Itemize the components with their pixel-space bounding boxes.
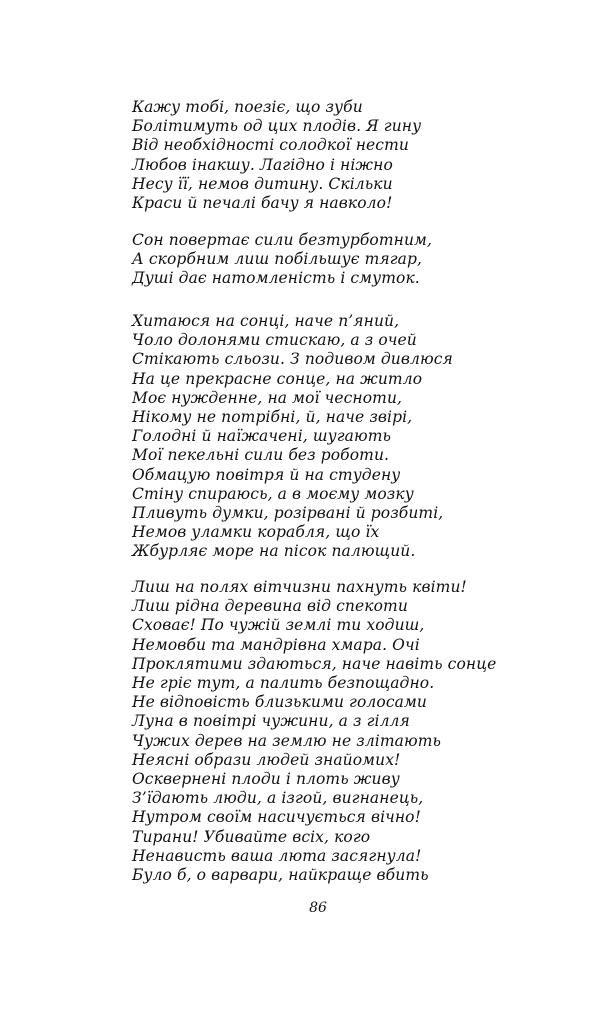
poem-line: Немовби та мандрівна хмара. Очі <box>132 635 420 654</box>
poem-line: Обмацую повітря й на студену <box>132 465 401 484</box>
poem-line: Голодні й наїжачені, шугають <box>132 427 392 446</box>
poem-line: Нікому не потрібні, й, наче звірі, <box>132 408 413 427</box>
poem-line: Моє нужденне, на мої чесноти, <box>132 388 403 407</box>
poem-line: Жбурляє море на пісок палющий. <box>132 542 416 561</box>
stanza <box>132 231 432 289</box>
poem-line: Душі дає натомленість і смуток. <box>132 269 420 288</box>
page-number: 86 <box>309 900 327 916</box>
poem-line: Болітимуть од цих плодів. Я гину <box>132 117 422 136</box>
poem-line: Чужих дерев на землю не злітають <box>132 731 442 750</box>
poem-line: Мої пекельні сили без роботи. <box>132 446 390 465</box>
poem-line: На це прекрасне сонце, на житло <box>132 369 423 388</box>
poem-line: З’їдають люди, а ізгой, вигнанець, <box>132 789 424 808</box>
poem-line: Тирани! Убивайте всіх, кого <box>132 827 371 846</box>
poem-line: Несу її, немов дитину. Скільки <box>132 174 393 193</box>
poem-line: Осквернені плоди і плоть живу <box>132 770 400 789</box>
poem-line: Немов уламки корабля, що їх <box>132 523 380 542</box>
poem-line: Не гріє тут, а палить безпощадно. <box>132 674 435 693</box>
poem-line: Від необхідності солодкої нести <box>132 136 409 155</box>
poem-line: Сховає! По чужій землі ти ходиш, <box>132 616 425 635</box>
poem-line: Нутром своїм насичується вічно! <box>132 808 421 827</box>
poem-line: Стіну спираюсь, а в моєму мозку <box>132 484 414 503</box>
poem-line: Проклятими здаються, наче навіть сонце <box>132 654 497 673</box>
poem-line: Сон повертає сили безтурботним, <box>132 231 433 249</box>
poem-line: Лиш на полях вітчизни пахнуть квіти! <box>132 578 467 596</box>
poem-line: Краси й печалі бачу я навколо! <box>132 194 393 213</box>
poem-line: Лиш рідна деревина від спекоти <box>132 597 408 616</box>
poem-line: Чоло долонями стискаю, а з очей <box>132 331 417 350</box>
stanza <box>132 578 496 885</box>
stanza <box>132 98 421 213</box>
poem-line: Неясні образи людей знайомих! <box>132 750 401 769</box>
poem-line: Було б, о варвари, найкраще вбить <box>132 866 429 885</box>
poem-line: Пливуть думки, розірвані й розбиті, <box>132 504 444 523</box>
poem-line: Луна в повітрі чужини, а з гілля <box>132 712 410 731</box>
poem-line: А скорбним лиш побільшує тягар, <box>132 250 423 269</box>
poem-line: Не відповість близькими голосами <box>132 693 427 712</box>
poem-line: Хитаюся на сонці, наче п’яний, <box>132 312 400 330</box>
stanza <box>132 312 453 562</box>
poem-line: Кажу тобі, поезіє, що зуби <box>132 98 363 116</box>
poem-line: Любов інакшу. Лагідно і ніжно <box>132 155 393 174</box>
poem-line: Ненависть ваша люта засягнула! <box>132 846 422 865</box>
poem-line: Стікають сльози. З подивом дивлюся <box>132 350 453 369</box>
